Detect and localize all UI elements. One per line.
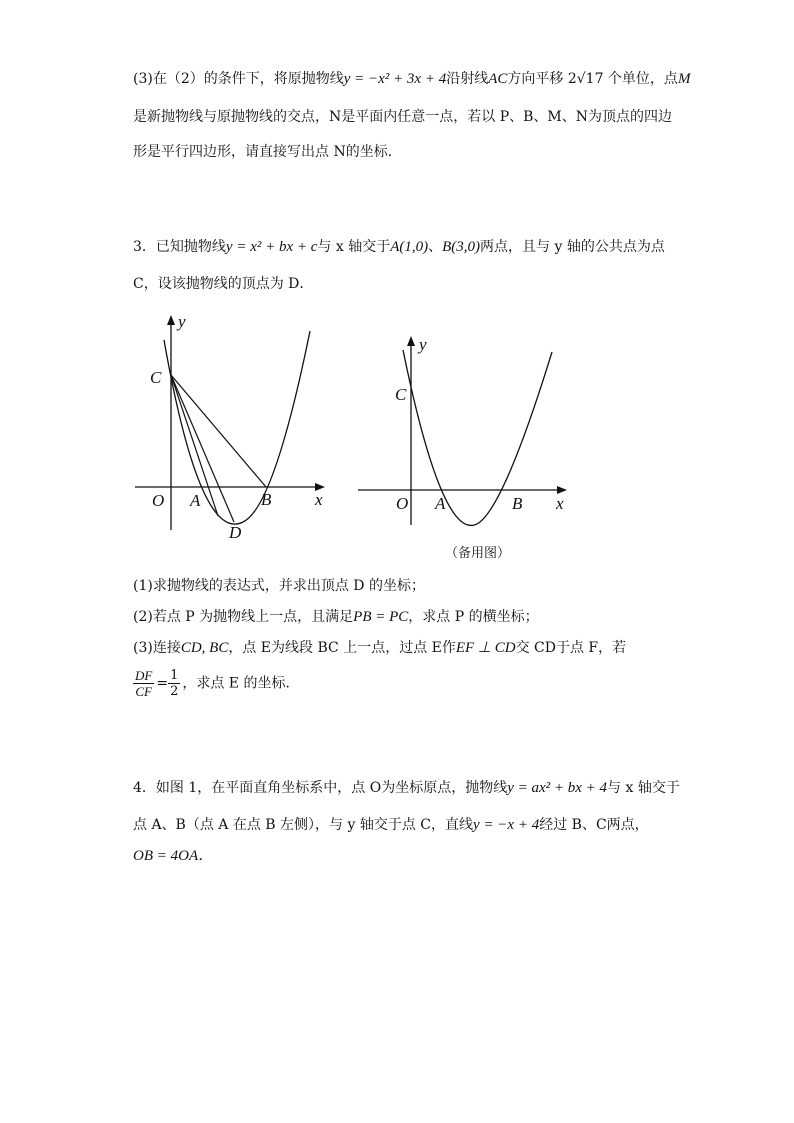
q3-part2: (2)若点 P 为抛物线上一点，且满足PB = PC，求点 P 的横坐标； — [133, 609, 539, 625]
q3-part3-line2: $\frac{DF}{CF}$ = $\frac{1}{2}$ ，求点 E 的坐标． — [135, 668, 300, 699]
fig2-label-b: B — [512, 494, 523, 513]
fig1-label-d: D — [229, 523, 242, 542]
q3-part3-line1: (3)连接CD, BC，点 E为线段 BC 上一点，过点 E作EF ⊥ CD交 CD于点 F，若 — [133, 640, 627, 656]
fig2-label-o: O — [396, 494, 409, 513]
q3-line2: C，设该抛物线的顶点为 D． — [133, 276, 314, 292]
fig1-segment-cd — [171, 375, 234, 522]
fraction-df-cf: $\frac{DF}{CF}$ — [135, 668, 153, 699]
fig1-parabola — [164, 331, 310, 524]
fig2-caption: （备用图） — [445, 546, 511, 561]
fig2-label-y: y — [419, 335, 427, 354]
fig1-label-a: A — [190, 491, 201, 510]
q3-part1: (1)求抛物线的表达式，并求出顶点 D 的坐标； — [133, 578, 425, 594]
fig1-label-y: y — [178, 312, 186, 331]
fig1-label-b: B — [261, 490, 272, 509]
q2-part3-line3: 形是平行四边形，请直接写出点 N的坐标． — [133, 144, 402, 160]
fig1-segment-cb — [171, 375, 266, 487]
fig2-label-x: x — [556, 494, 564, 513]
q4-line3: OB = 4OA． — [133, 848, 214, 864]
q2-part3-line1: (3)在（2）的条件下，将原抛物线y = −x² + 3x + 4沿射线AC方向平移 2√17 个单位，点M — [133, 71, 691, 87]
q3-figure-1 — [130, 305, 340, 545]
fig2-label-a: A — [435, 494, 446, 513]
fig2-label-c: C — [395, 385, 407, 404]
fig1-label-c: C — [150, 368, 162, 387]
fig1-label-o: O — [152, 491, 165, 510]
q2-part3-line2: 是新抛物线与原抛物线的交点，N是平面内任意一点，若以 P、B、M、N为顶点的四边 — [133, 109, 672, 125]
q3-line1: 3．已知抛物线y = x² + bx + c与 x 轴交于A(1,0)、B(3,0)两点，且与 y 轴的公共点为点 — [133, 239, 665, 255]
fraction-one-half: $\frac{1}{2}$ — [170, 668, 179, 699]
q3-figure-2 — [355, 330, 575, 530]
fig2-y-arrow — [407, 336, 415, 346]
fig2-parabola — [403, 350, 552, 525]
q4-line1: 4．如图 1，在平面直角坐标系中，点 O为坐标原点，抛物线y = ax² + bx + 4与 x 轴交于 — [133, 780, 680, 796]
fig1-label-x: x — [315, 490, 323, 509]
fig2-x-arrow — [557, 486, 567, 494]
fig1-y-arrow — [167, 315, 175, 325]
q4-line2: 点 A、B（点 A 在点 B 左侧），与 y 轴交于点 C，直线y = −x + 4经过 B、C两点， — [133, 817, 649, 833]
